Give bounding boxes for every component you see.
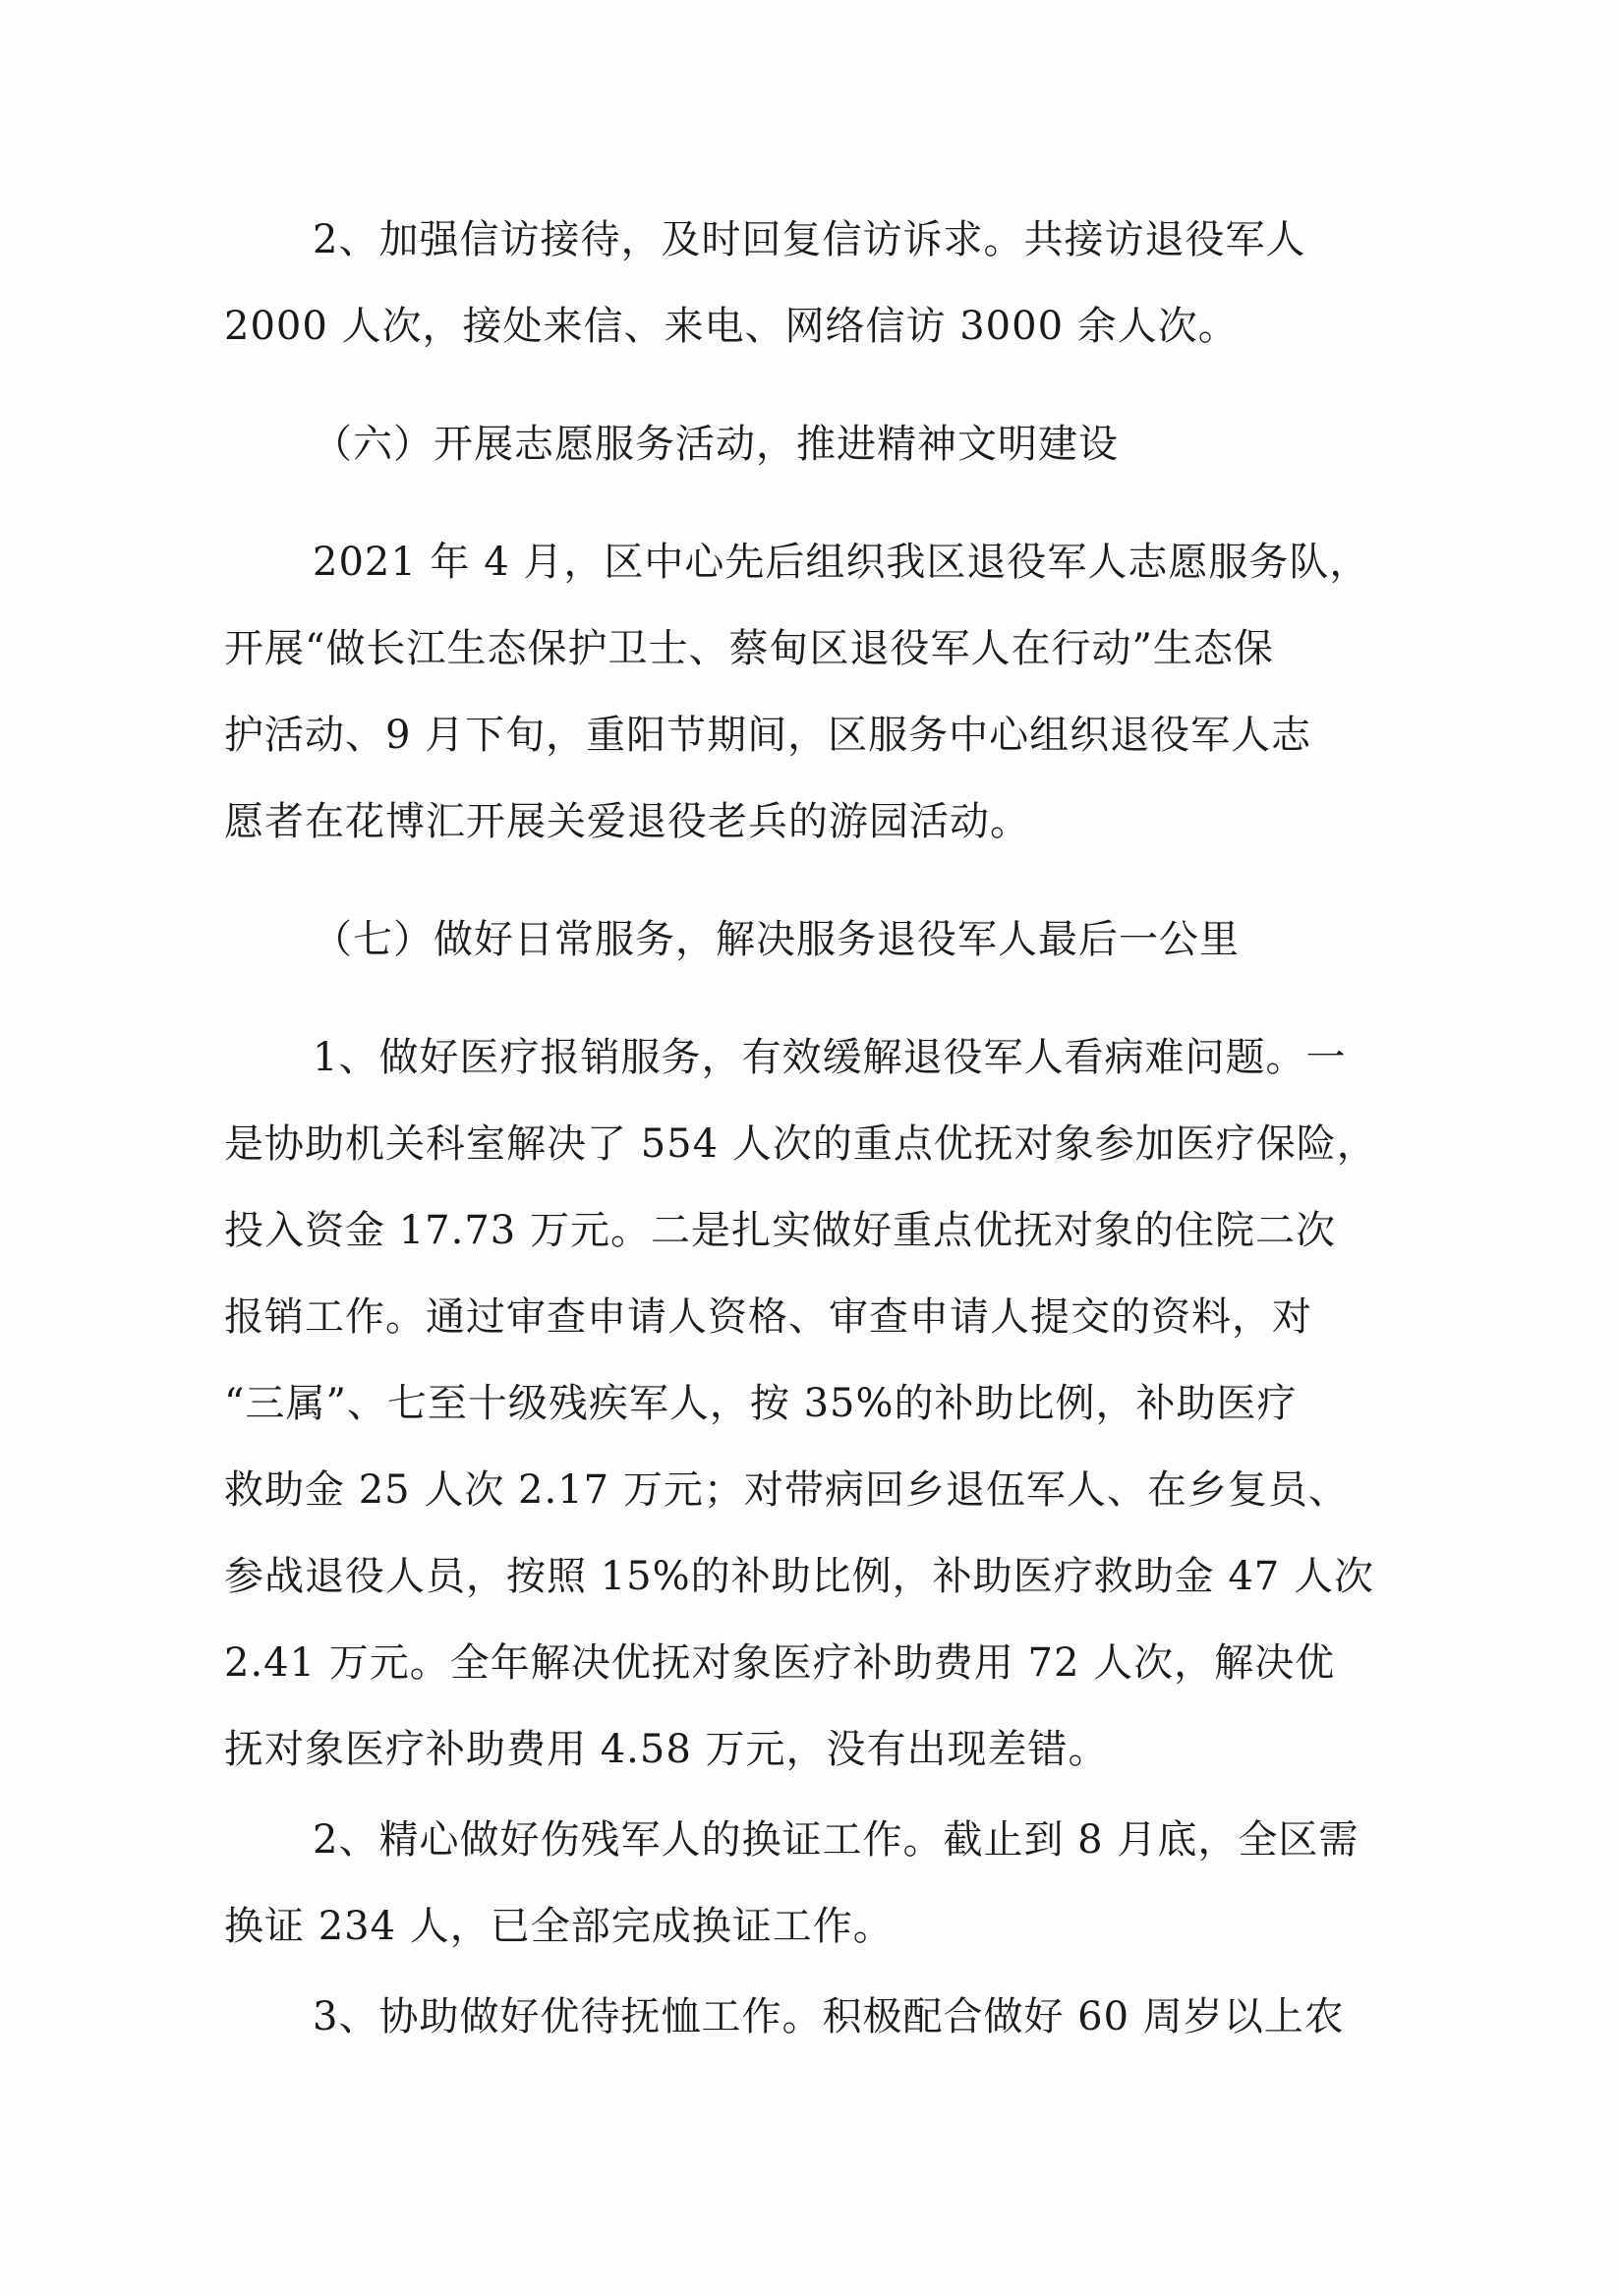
paragraph-line-7: 1、做好医疗报销服务，有效缓解退役军人看病难问题。一	[313, 1035, 1347, 1080]
paragraph-line-3: 2021 年 4 月，区中心先后组织我区退役军人志愿服务队，	[313, 540, 1370, 585]
paragraph-line-10: 报销工作。通过审查申请人资格、审查申请人提交的资料，对	[224, 1294, 1312, 1340]
paragraph-line-18: 3、协助做好优待抚恤工作。积极配合做好 60 周岁以上农	[313, 1994, 1345, 2039]
paragraph-line-8: 是协助机关科室解决了 554 人次的重点优抚对象参加医疗保险，	[224, 1121, 1377, 1167]
paragraph-line-5: 护活动、9 月下旬，重阳节期间，区服务中心组织退役军人志	[224, 713, 1312, 758]
section-heading-6: （六）开展志愿服务活动，推进精神文明建设	[313, 422, 1119, 467]
paragraph-line-11: “三属”、七至十级残疾军人，按 35%的补助比例，补助医疗	[224, 1381, 1298, 1426]
paragraph-line-9: 投入资金 17.73 万元。二是扎实做好重点优抚对象的住院二次	[224, 1208, 1336, 1253]
paragraph-line-4: 开展“做长江生态保护卫士、蔡甸区退役军人在行动”生态保	[224, 626, 1274, 671]
paragraph-line-15: 抚对象医疗补助费用 4.58 万元，没有出现差错。	[224, 1727, 1109, 1772]
paragraph-line-14: 2.41 万元。全年解决优抚对象医疗补助费用 72 人次，解决优	[224, 1640, 1336, 1686]
paragraph-line-2: 2000 人次，接处来信、来电、网络信访 3000 余人次。	[224, 304, 1239, 349]
paragraph-line-1: 2、加强信访接待，及时回复信访诉求。共接访退役军人	[313, 217, 1306, 262]
paragraph-line-12: 救助金 25 人次 2.17 万元；对带病回乡退伍军人、在乡复员、	[224, 1467, 1349, 1513]
paragraph-line-13: 参战退役人员，按照 15%的补助比例，补助医疗救助金 47 人次	[224, 1554, 1374, 1599]
paragraph-line-6: 愿者在花博汇开展关爱退役老兵的游园活动。	[224, 799, 1030, 844]
paragraph-line-17: 换证 234 人，已全部完成换证工作。	[224, 1904, 894, 1949]
paragraph-line-16: 2、精心做好伤残军人的换证工作。截止到 8 月底，全区需	[313, 1817, 1360, 1863]
section-heading-7: （七）做好日常服务，解决服务退役军人最后一公里	[313, 917, 1240, 962]
